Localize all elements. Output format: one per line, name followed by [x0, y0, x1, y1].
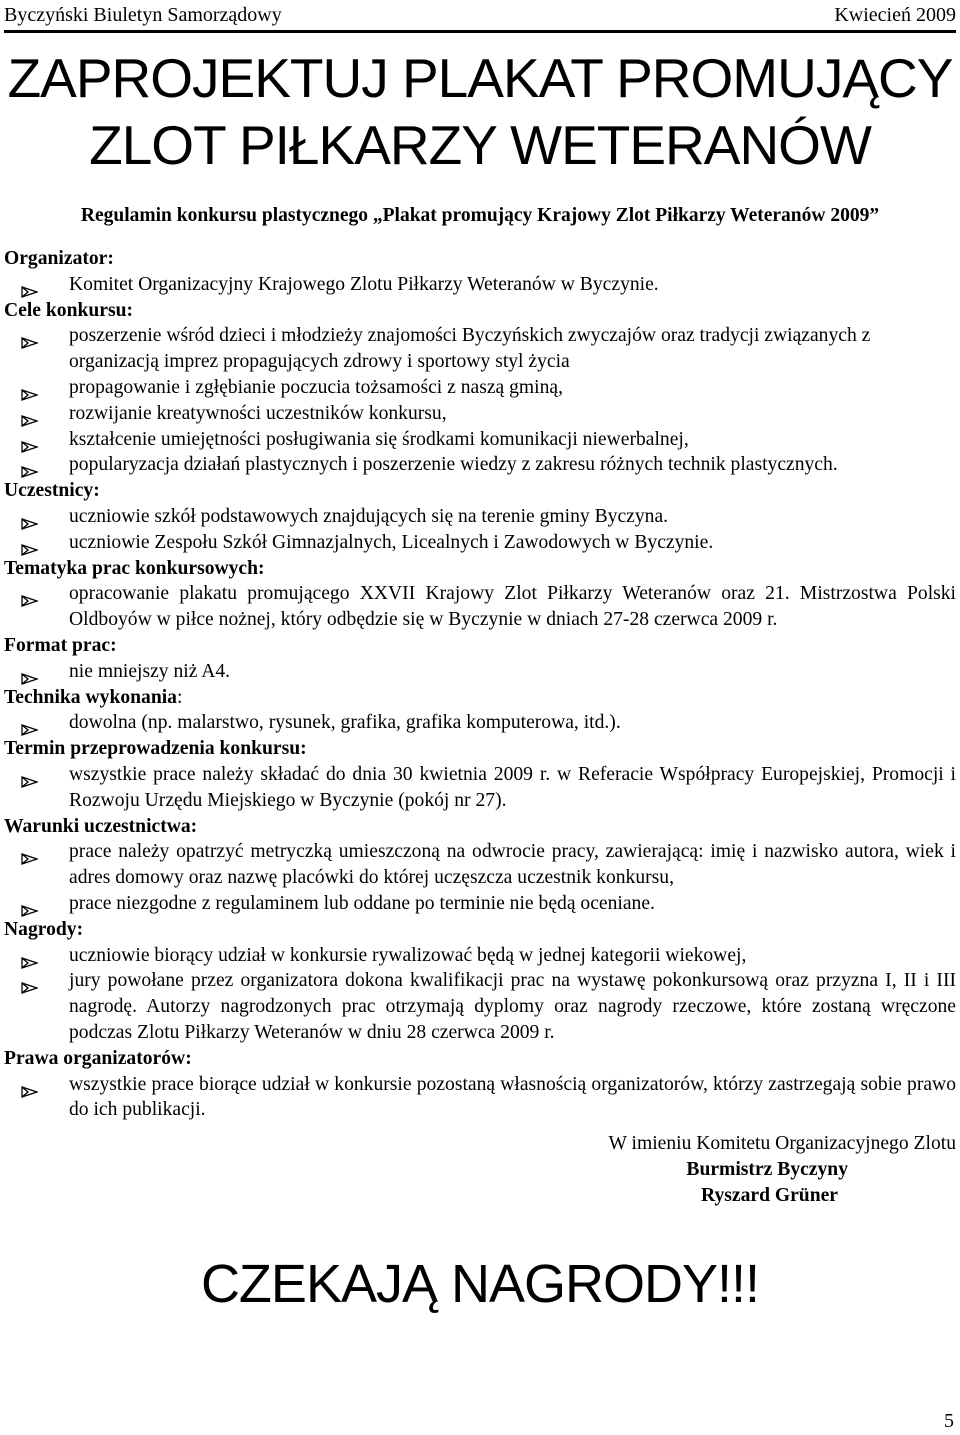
section-heading-text: Organizator:: [4, 248, 114, 269]
section-item-list: [4, 710, 956, 736]
issue-date: Kwiecień 2009: [834, 4, 956, 26]
list-item: [4, 659, 956, 685]
arrow-bullet-icon: [21, 718, 38, 730]
list-item: [4, 762, 956, 814]
signature-line2: Burmistrz Byczyny: [686, 1158, 848, 1180]
list-item: [4, 427, 956, 453]
section-heading-text: Prawa organizatorów:: [4, 1047, 192, 1069]
section-heading-text: Technika wykonania: [4, 686, 177, 708]
list-item: [4, 401, 956, 427]
page-header: [4, 4, 956, 30]
section-heading: [4, 917, 956, 943]
list-item-text: prace należy opatrzyć metryczką umieszczoną na odwrocie pracy, zawierającą: imię i nazwisko autora, wiek i adres domowy oraz nazwę placówki do której uczęszcza uczestnik konkursu,: [69, 841, 956, 889]
list-item: [4, 375, 956, 401]
arrow-bullet-icon: [21, 460, 38, 472]
section-heading-text: Format prac:: [4, 634, 117, 656]
list-item-text: uczniowie Zespołu Szkół Gimnazjalnych, Licealnych i Zawodowych w Byczynie.: [69, 531, 714, 553]
list-item-text: rozwijanie kreatywności uczestników konkursu,: [69, 402, 447, 424]
section-heading-text: Uczestnicy:: [4, 480, 100, 502]
list-item-text: wszystkie prace należy składać do dnia 30 kwietnia 2009 r. w Referacie Współpracy Europejskiej, Promocji i Rozwoju Urzędu Miejskiego w Byczynie (pokój nr 27).: [69, 763, 956, 811]
section-heading: [4, 246, 956, 272]
list-item: [4, 323, 956, 375]
signature-line3: Ryszard Grüner: [701, 1184, 838, 1206]
section-heading-text: Termin przeprowadzenia konkursu:: [4, 738, 307, 760]
arrow-bullet-icon: [21, 976, 38, 988]
list-item-text: wszystkie prace biorące udział w konkursie pozostaną własnością organizatorów, którzy zastrzegają sobie prawo do ich publikacji.: [69, 1073, 956, 1121]
section-heading: [4, 685, 956, 711]
main-title-line-2: ZLOT PIŁKARZY WETERANÓW: [89, 114, 871, 176]
section-heading: [4, 556, 956, 582]
list-item-text: Komitet Organizacyjny Krajowego Zlotu Piłkarzy Weteranów w Byczynie.: [69, 273, 659, 295]
section-heading-text: Nagrody:: [4, 918, 84, 940]
arrow-bullet-icon: [21, 951, 38, 963]
list-item: [4, 504, 956, 530]
list-item: [4, 581, 956, 633]
list-item-text: propagowanie i zgłębianie poczucia tożsamości z naszą gminą,: [69, 376, 563, 398]
list-item: [4, 452, 956, 478]
list-item-text: kształcenie umiejętności posługiwania się środkami komunikacji niewerbalnej,: [69, 428, 689, 450]
section-item-list: [4, 659, 956, 685]
list-item-text: opracowanie plakatu promującego XXVII Krajowy Zlot Piłkarzy Weteranów oraz 21. Mistrzostwa Polski Oldboyów w piłce nożnej, który odbędzie się w Byczynie w dniach 27-28 czerwca 2009 r.: [69, 583, 956, 631]
section-heading-suffix: :: [176, 686, 183, 708]
list-item: [4, 891, 956, 917]
section-heading-text: Warunki uczestnictwa:: [4, 815, 198, 837]
section-item-list: [4, 1072, 956, 1124]
section-item-list: [4, 504, 956, 556]
arrow-bullet-icon: [21, 847, 38, 859]
section-heading: [4, 814, 956, 840]
main-title-line-1: ZAPROJEKTUJ PLAKAT PROMUJĄCY: [7, 47, 953, 109]
regulation-subtitle: Regulamin konkursu plastycznego „Plakat promujący Krajowy Zlot Piłkarzy Weteranów 2009”: [80, 205, 880, 226]
arrow-bullet-icon: [21, 589, 38, 601]
publication-name: Byczyński Biuletyn Samorządowy: [4, 4, 282, 26]
closing-headline: CZEKAJĄ NAGRODY!!!: [200, 1254, 760, 1314]
section-heading: [4, 736, 956, 762]
list-item: [4, 839, 956, 891]
list-item: [4, 943, 956, 969]
section-heading-text: Tematyka prac konkursowych:: [4, 557, 265, 579]
signature-line1: W imieniu Komitetu Organizacyjnego Zlotu: [608, 1133, 956, 1155]
list-item: [4, 710, 956, 736]
list-item-text: poszerzenie wśród dzieci i młodzieży znajomości Byczyńskich zwyczajów oraz tradycji związanych z organizacją imprez propagujących zdrowy i sportowy styl życia: [69, 325, 871, 373]
section-item-list: [4, 943, 956, 1046]
section-item-list: [4, 762, 956, 814]
signature-block: [4, 1131, 956, 1208]
page-number: 5: [944, 1410, 954, 1432]
list-item: [4, 272, 956, 298]
list-item-text: popularyzacja działań plastycznych i poszerzenie wiedzy z zakresu różnych technik plastycznych.: [69, 454, 838, 476]
arrow-bullet-icon: [21, 538, 38, 550]
list-item-text: jury powołane przez organizatora dokona kwalifikacji prac na wystawę pokonkursową oraz przyzna I, II i III nagrodę. Autorzy nagrodzonych prac otrzymają dyplomy oraz nagrody rzeczowe, które zostaną wręczone podczas Zlotu Piłkarzy Weteranów w dniu 28 czerwca 2009 r.: [69, 970, 956, 1043]
arrow-bullet-icon: [21, 512, 38, 524]
list-item-text: uczniowie biorący udział w konkursie rywalizować będą w jednej kategorii wiekowej,: [69, 944, 747, 966]
section-heading: [4, 633, 956, 659]
arrow-bullet-icon: [21, 435, 38, 447]
list-item-text: prace niezgodne z regulaminem lub oddane po terminie nie będą oceniane.: [69, 892, 655, 914]
header-rule: [4, 30, 956, 33]
arrow-bullet-icon: [21, 1080, 38, 1092]
section-heading-text: Cele konkursu:: [4, 299, 134, 321]
regulation-body: [4, 246, 956, 1208]
list-item: [4, 1072, 956, 1124]
arrow-bullet-icon: [21, 280, 38, 292]
arrow-bullet-icon: [21, 770, 38, 782]
section-item-list: [4, 323, 956, 478]
arrow-bullet-icon: [21, 383, 38, 395]
list-item-text: uczniowie szkół podstawowych znajdujących się na terenie gminy Byczyna.: [69, 505, 669, 527]
section-item-list: [4, 272, 956, 298]
arrow-bullet-icon: [21, 409, 38, 421]
section-heading: [4, 298, 956, 324]
arrow-bullet-icon: [21, 899, 38, 911]
section-heading: [4, 1046, 956, 1072]
arrow-bullet-icon: [21, 331, 38, 343]
list-item: [4, 968, 956, 1045]
section-heading: [4, 478, 956, 504]
list-item-text: nie mniejszy niż A4.: [69, 660, 231, 682]
section-item-list: [4, 581, 956, 633]
section-item-list: [4, 839, 956, 916]
arrow-bullet-icon: [21, 667, 38, 679]
list-item: [4, 530, 956, 556]
list-item-text: dowolna (np. malarstwo, rysunek, grafika, grafika komputerowa, itd.).: [69, 712, 621, 734]
